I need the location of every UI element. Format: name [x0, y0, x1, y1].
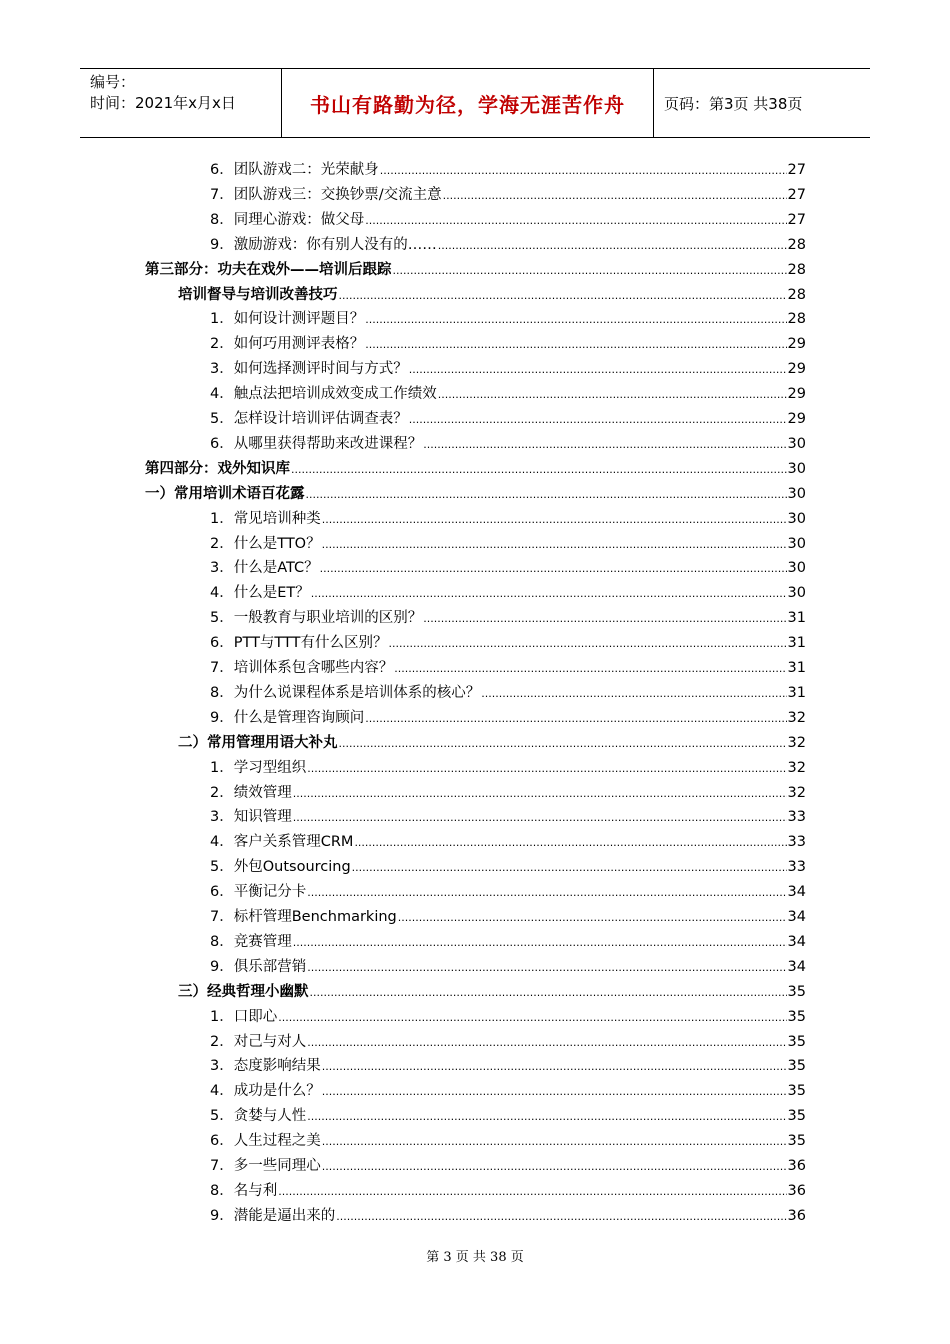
toc-entry-title: 三）经典哲理小幽默	[178, 983, 309, 1000]
toc-entry-title: 2．绩效管理	[210, 784, 292, 801]
toc-entry-title: 2．对己与对人	[210, 1033, 307, 1050]
toc-entry-title: 7．培训体系包含哪些内容？	[210, 660, 394, 676]
toc-entry[interactable]	[210, 307, 806, 332]
header-page-info: 页码：第3页 共38页	[664, 94, 803, 113]
toc-dot-leader	[365, 307, 786, 332]
toc-dot-leader	[322, 532, 787, 557]
toc-entry[interactable]	[145, 482, 806, 507]
toc-entry[interactable]	[210, 332, 806, 357]
toc-entry-title: 6．PTT与TTT有什么区别？	[210, 635, 388, 652]
toc-dot-leader	[307, 955, 786, 980]
toc-dot-leader	[278, 1179, 786, 1204]
toc-entry[interactable]	[210, 830, 806, 855]
toc-dot-leader	[307, 756, 786, 781]
toc-dot-leader	[438, 233, 787, 258]
toc-entry-title: 二）常用管理用语大补丸	[178, 734, 338, 751]
toc-dot-leader	[443, 183, 787, 208]
toc-entry-title: 第三部分：功夫在戏外——培训后跟踪	[145, 261, 392, 278]
toc-entry-page: 28	[787, 261, 806, 278]
toc-entry-title: 2．如何巧用测评表格？	[210, 336, 365, 353]
toc-dot-leader	[322, 1129, 787, 1154]
toc-entry[interactable]	[210, 656, 806, 681]
toc-entry-title: 8．同理心游戏：做父母	[210, 211, 365, 228]
toc-entry[interactable]	[210, 1030, 806, 1055]
toc-entry-page: 35	[787, 1133, 806, 1150]
toc-entry[interactable]	[178, 731, 806, 756]
toc-entry-page: 34	[787, 884, 806, 901]
toc-entry-page: 28	[787, 286, 806, 303]
toc-entry-page: 34	[787, 933, 806, 950]
toc-entry-page: 31	[787, 684, 806, 701]
toc-dot-leader	[339, 731, 787, 756]
toc-entry-page: 35	[787, 1058, 806, 1075]
toc-entry[interactable]	[210, 507, 806, 532]
toc-entry[interactable]	[210, 606, 806, 631]
toc-entry-title: 9．潜能是逼出来的	[210, 1207, 336, 1224]
toc-entry[interactable]	[210, 357, 806, 382]
toc-entry-title: 4．触点法把培训成效变成工作绩效	[210, 386, 437, 403]
toc-entry[interactable]	[210, 1104, 806, 1129]
toc-entry[interactable]	[210, 930, 806, 955]
toc-entry[interactable]	[210, 681, 806, 706]
toc-entry-page: 36	[787, 1207, 806, 1224]
toc-dot-leader	[354, 830, 786, 855]
toc-entry-title: 4．客户关系管理CRM	[210, 834, 354, 851]
toc-entry[interactable]	[210, 855, 806, 880]
toc-entry[interactable]	[145, 457, 806, 482]
toc-entry[interactable]	[210, 581, 806, 606]
toc-dot-leader	[438, 382, 787, 407]
toc-dot-leader	[365, 208, 786, 233]
toc-entry-page: 30	[787, 460, 806, 477]
toc-entry-title: 7．标杆管理Benchmarking	[210, 909, 397, 925]
toc-entry-title: 8．名与利	[210, 1182, 278, 1199]
toc-dot-leader	[322, 1079, 787, 1104]
toc-dot-leader	[291, 457, 787, 482]
toc-entry-title: 5．一般教育与职业培训的区别？	[210, 610, 423, 627]
toc-entry-title: 3．如何选择测评时间与方式？	[210, 361, 408, 378]
toc-entry-title: 3．态度影响结果	[210, 1058, 321, 1075]
toc-entry-page: 35	[787, 983, 806, 1000]
toc-entry-title: 8．竞赛管理	[210, 933, 292, 950]
toc-entry-title: 3．知识管理	[210, 809, 292, 826]
toc-entry-title: 7．团队游戏三：交换钞票/交流主意	[210, 186, 442, 203]
toc-dot-leader	[311, 581, 787, 606]
toc-entry-title: 5．外包Outsourcing	[210, 859, 351, 876]
toc-entry-title: 6．人生过程之美	[210, 1133, 321, 1150]
toc-entry-title: 3．什么是ATC？	[210, 560, 319, 577]
toc-entry-page: 36	[787, 1158, 806, 1174]
toc-entry[interactable]	[210, 1079, 806, 1104]
toc-dot-leader	[409, 357, 787, 382]
toc-entry-title: 9．俱乐部营销	[210, 958, 307, 975]
toc-entry-page: 35	[787, 1008, 806, 1025]
toc-dot-leader	[320, 556, 787, 581]
toc-entry[interactable]	[210, 706, 806, 731]
toc-entry[interactable]	[210, 955, 806, 980]
toc-entry-page: 30	[787, 435, 806, 452]
toc-entry-title: 7．多一些同理心	[210, 1158, 321, 1174]
toc-dot-leader	[322, 1054, 787, 1079]
toc-dot-leader	[306, 482, 787, 507]
toc-entry-page: 31	[787, 635, 806, 652]
header-meta	[80, 69, 282, 137]
toc-entry-page: 34	[787, 958, 806, 975]
toc-entry-title: 培训督导与培训改善技巧	[178, 286, 338, 303]
toc-dot-leader	[393, 258, 787, 283]
toc-dot-leader	[394, 656, 786, 681]
toc-entry[interactable]	[178, 283, 806, 308]
toc-entry-page: 35	[787, 1033, 806, 1050]
toc-entry-title: 一）常用培训术语百花露	[145, 485, 305, 502]
toc-entry[interactable]	[210, 756, 806, 781]
toc-dot-leader	[293, 930, 787, 955]
toc-entry-title: 5．怎样设计培训评估调查表？	[210, 411, 408, 427]
toc-entry-title: 1．常见培训种类	[210, 510, 321, 527]
toc-entry[interactable]	[210, 1154, 806, 1179]
toc-entry[interactable]	[210, 233, 806, 258]
toc-dot-leader	[293, 805, 787, 830]
toc-dot-leader	[336, 1204, 786, 1229]
toc-entry-page: 30	[787, 560, 806, 577]
toc-entry-page: 27	[787, 186, 806, 203]
toc-entry[interactable]	[210, 556, 806, 581]
toc-entry[interactable]	[210, 631, 806, 656]
toc-entry[interactable]	[210, 905, 806, 930]
toc-entry[interactable]	[210, 183, 806, 208]
toc-entry-page: 30	[787, 510, 806, 527]
toc-entry-page: 28	[787, 236, 806, 253]
toc-entry-page: 29	[787, 336, 806, 353]
toc-entry[interactable]	[210, 1054, 806, 1079]
toc-dot-leader	[380, 158, 787, 183]
toc-entry-page: 30	[787, 535, 806, 552]
toc-dot-leader	[389, 631, 787, 656]
toc-entry-page: 27	[787, 211, 806, 228]
toc-dot-leader	[339, 283, 787, 308]
number-label: 编号：	[90, 73, 136, 91]
toc-entry-title: 1．口即心	[210, 1008, 278, 1025]
toc-entry-page: 33	[787, 809, 806, 826]
toc-dot-leader	[307, 1030, 786, 1055]
toc-dot-leader	[365, 706, 786, 731]
toc-entry-title: 4．什么是ET？	[210, 585, 310, 602]
toc-entry[interactable]	[210, 1005, 806, 1030]
toc-entry-page: 32	[787, 784, 806, 801]
toc-dot-leader	[423, 432, 786, 457]
toc-entry[interactable]	[210, 382, 806, 407]
toc-dot-leader	[481, 681, 786, 706]
toc-dot-leader	[293, 781, 787, 806]
toc-entry-page: 34	[787, 909, 806, 925]
toc-dot-leader	[423, 606, 786, 631]
toc-dot-leader	[398, 905, 787, 930]
toc-dot-leader	[322, 1154, 787, 1179]
toc-entry-page: 33	[787, 859, 806, 876]
toc-entry-page: 32	[787, 759, 806, 776]
toc-entry-page: 27	[787, 162, 806, 178]
toc-entry-page: 33	[787, 834, 806, 851]
toc-entry-page: 31	[787, 610, 806, 627]
toc-dot-leader	[310, 980, 787, 1005]
toc-entry-page: 29	[787, 361, 806, 378]
page-header	[80, 68, 870, 138]
toc-entry[interactable]	[210, 158, 806, 183]
toc-entry[interactable]	[178, 980, 806, 1005]
toc-entry-page: 30	[787, 485, 806, 502]
toc-dot-leader	[307, 1104, 786, 1129]
toc-entry-title: 6．平衡记分卡	[210, 884, 307, 901]
toc-entry-title: 6．团队游戏二：光荣献身	[210, 162, 379, 178]
toc-entry[interactable]	[210, 532, 806, 557]
toc-entry-title: 9．激励游戏：你有别人没有的……	[210, 236, 437, 253]
toc-entry[interactable]	[210, 880, 806, 905]
toc-dot-leader	[352, 855, 787, 880]
toc-entry-title: 1．如何设计测评题目？	[210, 311, 365, 328]
toc-entry[interactable]	[210, 432, 806, 457]
toc-dot-leader	[409, 407, 787, 432]
toc-entry-title: 9．什么是管理咨询顾问	[210, 709, 365, 726]
toc-entry[interactable]	[210, 781, 806, 806]
toc-entry-page: 29	[787, 386, 806, 403]
toc-entry-page: 36	[787, 1182, 806, 1199]
toc-entry[interactable]	[210, 805, 806, 830]
toc-entry-title: 5．贪婪与人性	[210, 1108, 307, 1125]
toc-dot-leader	[307, 880, 786, 905]
toc-entry[interactable]	[210, 407, 806, 432]
page-footer: 第 3 页 共 38 页	[426, 1250, 524, 1265]
toc-entry[interactable]	[210, 1179, 806, 1204]
toc-entry-page: 32	[787, 709, 806, 726]
toc-entry-page: 30	[787, 585, 806, 602]
toc-entry-title: 4．成功是什么？	[210, 1083, 321, 1100]
toc-entry[interactable]	[210, 208, 806, 233]
toc-entry-title: 8．为什么说课程体系是培训体系的核心？	[210, 684, 481, 701]
toc-dot-leader	[365, 332, 786, 357]
toc-entry-page: 28	[787, 311, 806, 328]
toc-dot-leader	[322, 507, 787, 532]
toc-entry-title: 6．从哪里获得帮助来改进课程？	[210, 435, 423, 452]
toc-entry-title: 第四部分：戏外知识库	[145, 460, 290, 477]
toc-entry-page: 35	[787, 1083, 806, 1100]
time-label: 时间：2021年x月x日	[90, 94, 236, 112]
toc-entry-page: 31	[787, 660, 806, 676]
toc-entry-page: 32	[787, 734, 806, 751]
toc-entry-title: 2．什么是TTO？	[210, 535, 321, 552]
header-motto: 书山有路勤为径，学海无涯苦作舟	[282, 69, 654, 137]
toc-entry[interactable]	[210, 1204, 806, 1229]
toc-entry[interactable]	[210, 1129, 806, 1154]
toc-entry[interactable]	[145, 258, 806, 283]
toc-entry-page: 35	[787, 1108, 806, 1125]
toc-dot-leader	[278, 1005, 786, 1030]
toc-entry-title: 1．学习型组织	[210, 759, 307, 776]
toc-entry-page: 29	[787, 411, 806, 427]
